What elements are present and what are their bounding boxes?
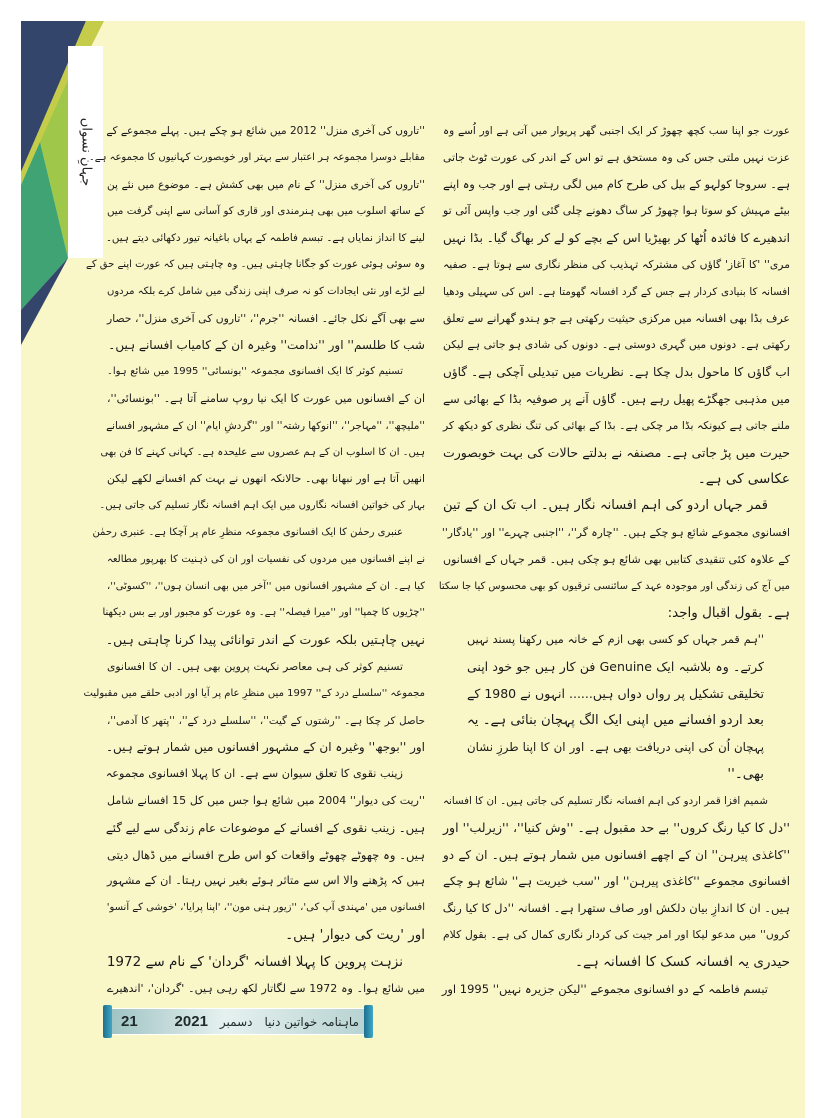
- text-line: عکاسی کی ہے۔: [697, 471, 790, 488]
- text-line: بھی۔'': [727, 766, 764, 783]
- footer-cap-left: [103, 1005, 112, 1038]
- text-line: میں مذہبی جھگڑے پھیل رہے ہیں۔ گاؤں آنے پر صوفیہ بڈا کے بھائی سے: [443, 391, 790, 406]
- footer-row: [121, 1005, 359, 1038]
- text-line: اور ''بوجھ'' وغیرہ ان کے مشہور افسانوں میں شمار ہوتے ہیں۔: [105, 740, 425, 755]
- right-text-column: [438, 118, 790, 1002]
- text-line: ''چڑیوں کا چمپا'' اور ''میرا فیصلہ'' ہے۔ وہ عورت کو مجبور اور بے بس دیکھنا: [102, 607, 425, 619]
- text-line: ملنے جاتی ہے کیونکہ بڈا مر چکی ہے۔ بڈا کے بھائی کی تنگ نظری کو دیکھ کر: [443, 418, 790, 432]
- text-line: شمیم افزا قمر اردو کی اہم افسانہ نگار تسلیم کی جاتی ہیں۔ ان کا افسانہ: [443, 794, 768, 807]
- block-quote: [443, 627, 790, 788]
- text-line: لینے کا انداز نمایاں ہے۔ تبسم فاطمہ کے یہاں باغیانہ تیور دکھائی دیتے ہیں۔: [105, 232, 425, 245]
- text-line: حیرت میں پڑ جاتی ہے۔ مصنفہ نے بدلتے حالات کی بہت خوبصورت: [443, 444, 790, 460]
- text-line: عنبری رحمٰن کا ایک افسانوی مجموعہ منظرِ عام پر آچکا ہے۔ عنبری رحمٰن: [92, 526, 403, 538]
- footer-cap-right: [364, 1005, 373, 1038]
- text-line: میں آج کی زندگی اور موجودہ عہد کے سائنسی ترقیوں کو بھی محسوس کیا جا سکتا: [438, 580, 790, 592]
- text-line: نے اپنے افسانوں میں مردوں کی نفسیات اور ان کی ذہنیت کا بھرپور مطالعہ: [107, 553, 425, 565]
- text-line: اندھیرے کا فائدہ اُٹھا کر بھیڑیا اس کے بچے کو لے کر بھاگ گیا۔ بڈا نہیں: [443, 231, 790, 246]
- text-line: پہچان اُن کی اپنی دریافت بھی ہے۔ اور ان کا اپنا طرزِ نشان: [467, 740, 764, 755]
- text-line: زینب نقوی کا تعلق سیوان سے ہے۔ ان کا پہلا افسانوی مجموعہ: [105, 767, 403, 781]
- text-line: کے علاوہ کئی تنقیدی کتابیں بھی شائع ہو چکی ہیں۔ قمر جہاں کے افسانوں: [443, 552, 790, 566]
- text-line: ہیں۔ وہ چھوٹے چھوٹے واقعات کو اس طرح افسانے میں ڈھال دیتی: [107, 847, 425, 862]
- paragraph: [83, 654, 425, 761]
- text-line: مری'' 'کا آغاز' گاؤں کی مشترکہ تہذیب کی منظر نگاری سے ہوتا ہے۔ صفیہ: [443, 257, 790, 271]
- text-line: شب کا طلسم'' اور ''ندامت'' وغیرہ ان کے کامیاب افسانے ہیں۔: [108, 338, 425, 353]
- text-line: ہیں۔ زینب نقوی کے افسانے کے موضوعات عام زندگی سے لیے گئے: [105, 820, 425, 835]
- text-line: مقابلے دوسرا مجموعہ ہر اعتبار سے بہتر اور خوبصورت کہانیوں کا مجموعہ ہے۔: [88, 151, 425, 163]
- text-line: سے بھی آگے نکل جائے۔ افسانہ ''جرم''، ''تاروں کی آخری منزل''، حصار: [107, 311, 425, 325]
- text-line: تبسم فاطمہ کے دو افسانوی مجموعے ''لیکن جزیرہ نہیں'' 1995 اور: [441, 981, 768, 996]
- section-label: جہانِ نسواں: [78, 117, 93, 187]
- text-line: کرتے۔ وہ بلاشبہ ایک Genuine فن کار ہیں جو خود اپنی: [467, 658, 764, 674]
- text-line: ہیں۔ ان کا اسلوب ان کے ہم عصروں سے علیحدہ ہے۔ کہانی کہنے کا فن بھی: [100, 446, 425, 458]
- text-line: تسنیم کوثر کی ہی معاصر نکہت پروین بھی ہیں۔ ان کا افسانوی: [107, 659, 403, 673]
- text-line: عورت جو اپنا سب کچھ چھوڑ کر ایک اجنبی گھر پریوار میں آتی ہے اور اُسے وہ: [443, 125, 790, 137]
- text-line: ''تاروں کی آخری منزل'' کے نام میں بھی کشش ہے۔ موضوع میں نئے پن: [107, 178, 425, 191]
- text-line: ''ہم قمر جہاں کو کسی بھی ازم کے خانہ میں رکھنا پسند نہیں: [467, 633, 764, 647]
- text-line: قمر جہاں اردو کی اہم افسانہ نگار ہیں۔ اب تک ان کے تین: [443, 498, 768, 514]
- text-line: رکھتی ہے۔ دونوں میں گہری دوستی ہے۔ دونوں کی شادی ہو جاتی ہے لیکن: [443, 338, 790, 352]
- text-line: ہیں کہ پڑھنے والا اس سے متاثر ہوئے بغیر نہیں رہتا۔ ان کے مشہور: [107, 874, 425, 888]
- text-line: ان کے افسانوں میں عورت کا ایک نیا روپ سامنے آتا ہے۔ ''بونسائی''،: [107, 391, 425, 405]
- text-line: اور 'ریت کی دیوار' ہیں۔: [285, 926, 425, 943]
- text-line: ''ریت کی دیوار'' 2004 میں شائع ہوا جس میں کل 15 افسانے شامل: [107, 793, 425, 807]
- text-line: نزہت پروین کا پہلا افسانہ 'گردان' کے نام سے 1972: [106, 953, 403, 970]
- text-line: ہے۔ سروجا کولہو کے بیل کی طرح کام میں لگی رہتی ہے اور جب وہ اپنے: [442, 177, 790, 191]
- issue-month: دسمبر: [219, 1014, 253, 1029]
- footer-banner: [103, 1005, 373, 1038]
- text-line: ہیں۔ ان کا اندازِ بیان دلکش اور صاف ستھرا ہے۔ افسانہ ''دل کا کیا رنگ: [442, 901, 790, 916]
- text-line: بہار کی خواتین افسانہ نگاروں میں ایک اہم افسانہ نگار تسلیم کی جاتی ہیں۔: [99, 500, 425, 512]
- text-line: ''کاغذی پیرہن'' ان کے اچھے افسانوں میں شمار ہوتے ہیں۔ ان کے دو: [443, 847, 790, 862]
- text-line: تسنیم کوثر کا ایک افسانوی مجموعہ ''بونسائی'' 1995 میں شائع ہوا۔: [107, 366, 403, 378]
- issue-year: 2021: [174, 1013, 208, 1030]
- paragraph: [107, 761, 425, 949]
- paragraph: [107, 949, 425, 1003]
- page-number: 21: [121, 1013, 138, 1030]
- paragraph: [443, 118, 790, 493]
- text-line: نہیں چاہتیں بلکہ عورت کے اندر توانائی پیدا کرنا چاہتی ہیں۔: [105, 632, 425, 648]
- text-line: اب گاؤں کا ماحول بدل چکا ہے۔ نظریات میں تبدیلی آچکی ہے۔ گاؤں: [443, 365, 790, 380]
- paragraph: [443, 788, 790, 976]
- text-line: ہے۔ بقول اقبال واجد:: [667, 605, 790, 622]
- text-line: حاصل کر چکا ہے۔ ''رشتوں کے گیت''، ''سلسلے درد کے''، ''پتھر کا آدمی''،: [107, 714, 425, 727]
- text-line: کیا ہے۔ ان کے مشہور افسانوں میں ''آخر میں بھی انسان ہوں''، ''کسوٹی''،: [107, 580, 425, 592]
- text-line: افسانوں میں 'مہندی آپ کی'، ''زیور ہنی مون''، 'اپنا پرایا'، 'خوشی کے آنسو': [106, 902, 425, 914]
- text-line: میں شائع ہوا۔ وہ 1972 سے لگاتار لکھ رہی ہیں۔ 'گردان'، 'اندھیرے: [107, 981, 425, 995]
- text-line: ''تاروں کی آخری منزل'' 2012 میں شائع ہو چکے ہیں۔ پہلے مجموعے کے: [106, 125, 425, 137]
- text-line: ''دل کا کیا رنگ کروں'' بے حد مقبول ہے۔ ''وش کنیا''، ''زیرلب'' اور: [443, 819, 790, 835]
- paragraph: [92, 520, 425, 654]
- text-line: کروں'' میں مدعو لیکا اور امر جیت کی کردار نگاری کمال کی ہے۔ بقول کلام: [443, 927, 790, 941]
- text-line: انھیں آتا ہے اور نبھانا بھی۔ حالانکہ انھوں نے بہت کم افسانے لکھے لیکن: [107, 472, 425, 486]
- paragraph: [99, 359, 425, 520]
- magazine-name: ماہنامہ خواتین دنیا: [264, 1014, 359, 1029]
- paragraph: [443, 976, 790, 1003]
- text-line: لیے لڑے اور نئی ایجادات کو نہ صرف اپنی زندگی میں شامل کرے بلکہ مردوں: [107, 285, 425, 297]
- text-line: عرف بڈا بھی افسانہ میں مرکزی حیثیت رکھتی ہے جو ہندو گھرانے سے تعلق: [443, 311, 790, 325]
- text-line: ''ملیچھ''، ''مہاجر''، ''انوکھا رشتہ'' اور ''گردشِ ایام'' ان کے مشہور افسانے: [106, 419, 425, 432]
- text-line: افسانوی مجموعے ''کاغذی پیرہن'' اور ''سب خیریت ہے'' شائع ہو چکے: [443, 874, 790, 889]
- text-line: تخلیقی تشکیل پر رواں دواں ہیں...... انہوں نے 1980 کے: [467, 685, 764, 701]
- paragraph: [438, 493, 790, 627]
- text-line: مجموعہ ''سلسلے درد کے'' 1997 میں منظرِ عام پر آیا اور ادبی حلقے میں مقبولیت: [83, 687, 425, 699]
- text-line: کے ساتھ اسلوب میں بھی ہنرمندی اور قاری کو آسانی سے اپنی گرفت میں: [107, 205, 425, 218]
- text-line: افسانہ کا بنیادی کردار ہے جس کے گرد افسانہ گھومتا ہے۔ اس کی سہیلی ودھیا: [443, 285, 790, 298]
- text-line: بیٹے مہیش کو سوتا ہوا چھوڑ کر ساگ دھونے چلی گئی اور جب واپس آئی تو: [443, 204, 790, 218]
- text-line: وہ سوئی ہوئی عورت کو جگانا چاہتی ہیں۔ وہ چاہتی ہیں کہ عورت اپنے حق کے: [85, 258, 425, 270]
- text-line: افسانوی مجموعے شائع ہو چکے ہیں۔ ''چارہ گر''، ''اجنبی چہرے'' اور ''یادگار'': [441, 525, 790, 539]
- text-line: بعد اردو افسانے میں اپنی ایک الگ پہچان بنائی ہے۔ یہ: [467, 712, 764, 728]
- text-line: عزت نہیں ملتی جس کی وہ مستحق ہے تو اس کے اندر کی عورت ٹوٹ جاتی: [443, 150, 790, 164]
- text-line: حیدری یہ افسانہ کسک کا افسانہ ہے۔: [575, 953, 790, 970]
